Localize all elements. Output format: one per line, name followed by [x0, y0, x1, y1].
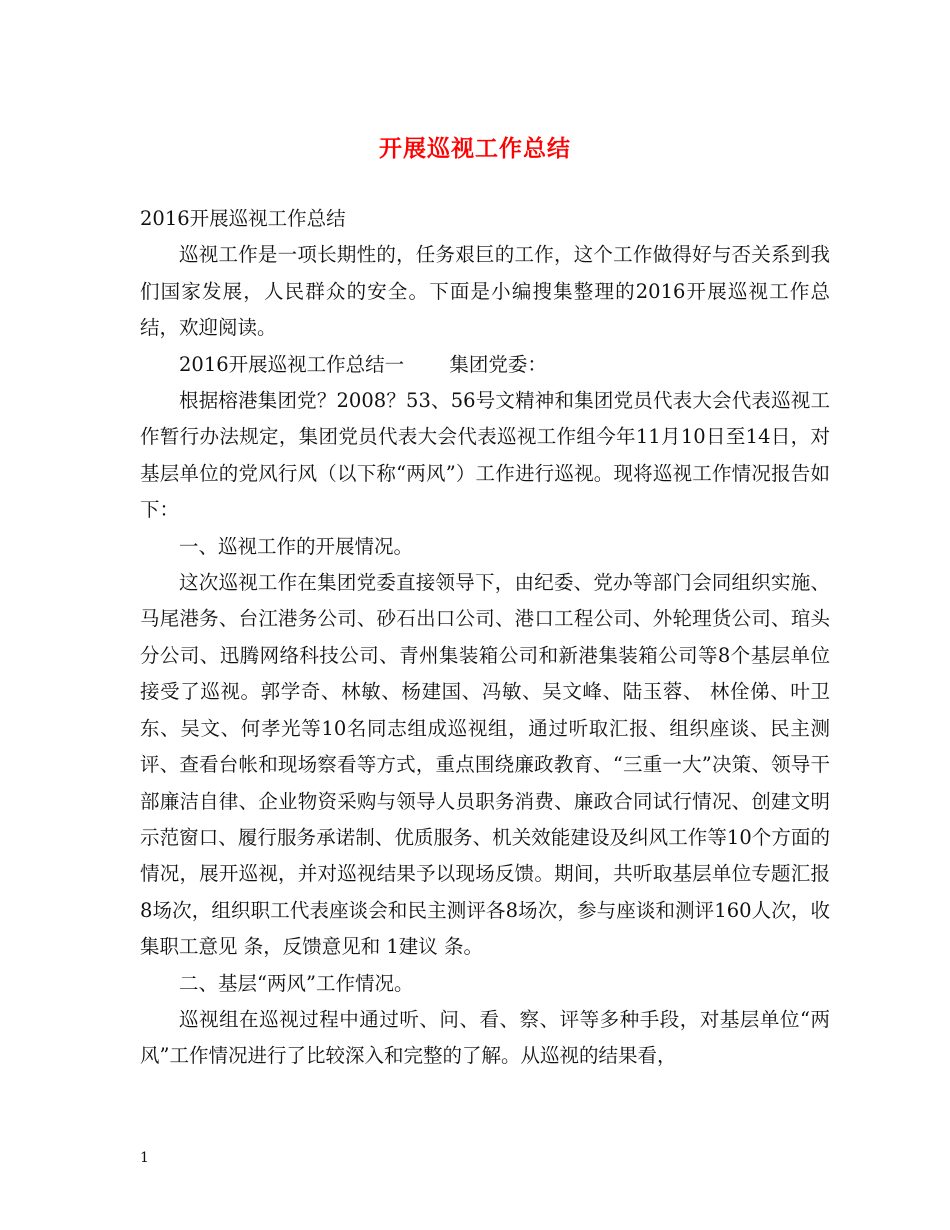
intro-paragraph: 巡视工作是一项长期性的，任务艰巨的工作，这个工作做得好与否关系到我们国家发展，人民群众的安全。下面是小编搜集整理的2016开展巡视工作总结，欢迎阅读。 [140, 243, 830, 340]
section-heading-paragraph: 一、巡视工作的开展情况。 [179, 534, 414, 558]
body-paragraph: 巡视组在巡视过程中通过听、问、看、察、评等多种手段，对基层单位“两风”工作情况进行了比较深入和完整的了解。从巡视的结果看， [140, 1007, 830, 1068]
section-heading-paragraph: 2016开展巡视工作总结一 集团党委： [179, 352, 547, 376]
section-heading-paragraph: 二、基层“两风”工作情况。 [179, 971, 414, 995]
body-paragraph: 根据榕港集团党？2008？53、56号文精神和集团党员代表大会代表巡视工作暂行办法规定，集团党员代表大会代表巡视工作组今年11月10日至14日，对基层单位的党风行风（以下称“两风”）工作进行巡视。现将巡视工作情况报告如下： [140, 389, 830, 522]
document-title: 开展巡视工作总结 [379, 135, 571, 162]
subtitle-paragraph: 2016开展巡视工作总结 [140, 207, 346, 230]
page-number: 1 [140, 1150, 149, 1166]
document-body [140, 201, 830, 1075]
body-paragraph: 这次巡视工作在集团党委直接领导下，由纪委、党办等部门会同组织实施、马尾港务、台江港务公司、砂石出口公司、港口工程公司、外轮理货公司、琯头分公司、迅腾网络科技公司、青州集装箱公司和新港集装箱公司等8个基层单位接受了巡视。郭学奇、林敏、杨建国、冯敏、吴文峰、陆玉蓉、 林佺俤、叶卫东、吴文、何孝光等10名同志组成巡视组，通过听取汇报、组织座谈、民主测评、查看台帐和现场察看等方式，重点围绕廉政教育、“三重一大”决策、领导干部廉洁自律、企业物资采购与领导人员职务消费、廉政合同试行情况、创建文明示范窗口、履行服务承诺制、优质服务、机关效能建设及纠风工作等10个方面的情况，展开巡视，并对巡视结果予以现场反馈。期间，共听取基层单位专题汇报8场次，组织职工代表座谈会和民主测评各8场次，参与座谈和测评160人次，收集职工意见 条，反馈意见和 1建议 条。 [140, 571, 830, 959]
